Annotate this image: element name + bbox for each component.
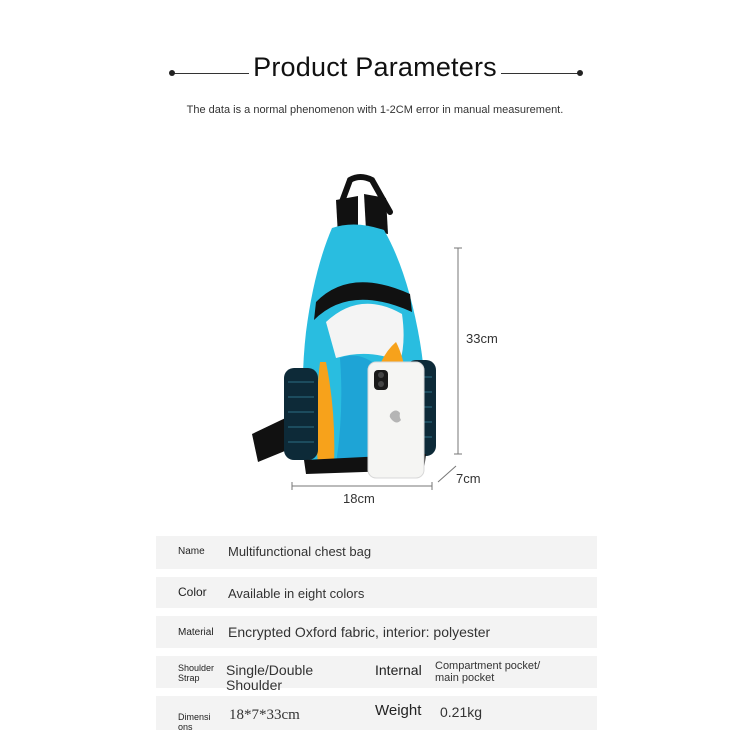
spec-value-internal-line1: Compartment pocket/ <box>435 660 541 672</box>
spec-label-line1: Dimensi <box>178 712 211 722</box>
spec-label: Material <box>178 627 214 638</box>
product-image <box>240 172 470 502</box>
spec-label-weight: Weight <box>375 702 422 719</box>
width-label: 18cm <box>343 491 375 506</box>
spec-value: Multifunctional chest bag <box>228 544 372 559</box>
spec-value-line1: Single/Double <box>226 662 314 678</box>
spec-label: Color <box>178 585 207 599</box>
spec-value-internal-line2: main pocket <box>435 672 495 684</box>
spec-row-color <box>156 577 597 608</box>
spec-label-line2: ons <box>178 722 193 732</box>
spec-value-line2: Shoulder <box>226 677 283 693</box>
spec-row-name <box>156 536 597 569</box>
spec-label-line2: Strap <box>178 673 200 683</box>
spec-value: Encrypted Oxford fabric, interior: polyester <box>228 624 491 640</box>
page-title: Product Parameters <box>0 52 750 83</box>
spec-row-strap <box>156 656 597 693</box>
height-label: 33cm <box>466 331 498 346</box>
spec-value: Available in eight colors <box>228 586 365 601</box>
spec-row-dimensions <box>156 696 597 730</box>
spec-row-material <box>156 616 597 648</box>
spec-value-weight: 0.21kg <box>440 704 483 720</box>
depth-line <box>438 466 456 482</box>
spec-label-internal: Internal <box>375 662 422 678</box>
measurement-note: The data is a normal phenomenon with 1-2CM error in manual measurement. <box>186 104 564 116</box>
depth-label: 7cm <box>456 471 481 486</box>
spec-label-line1: Shoulder <box>178 663 215 673</box>
spec-value: 18*7*33cm <box>229 707 300 723</box>
chest-bag-illustration <box>240 172 470 502</box>
spec-label: Name <box>178 546 205 557</box>
